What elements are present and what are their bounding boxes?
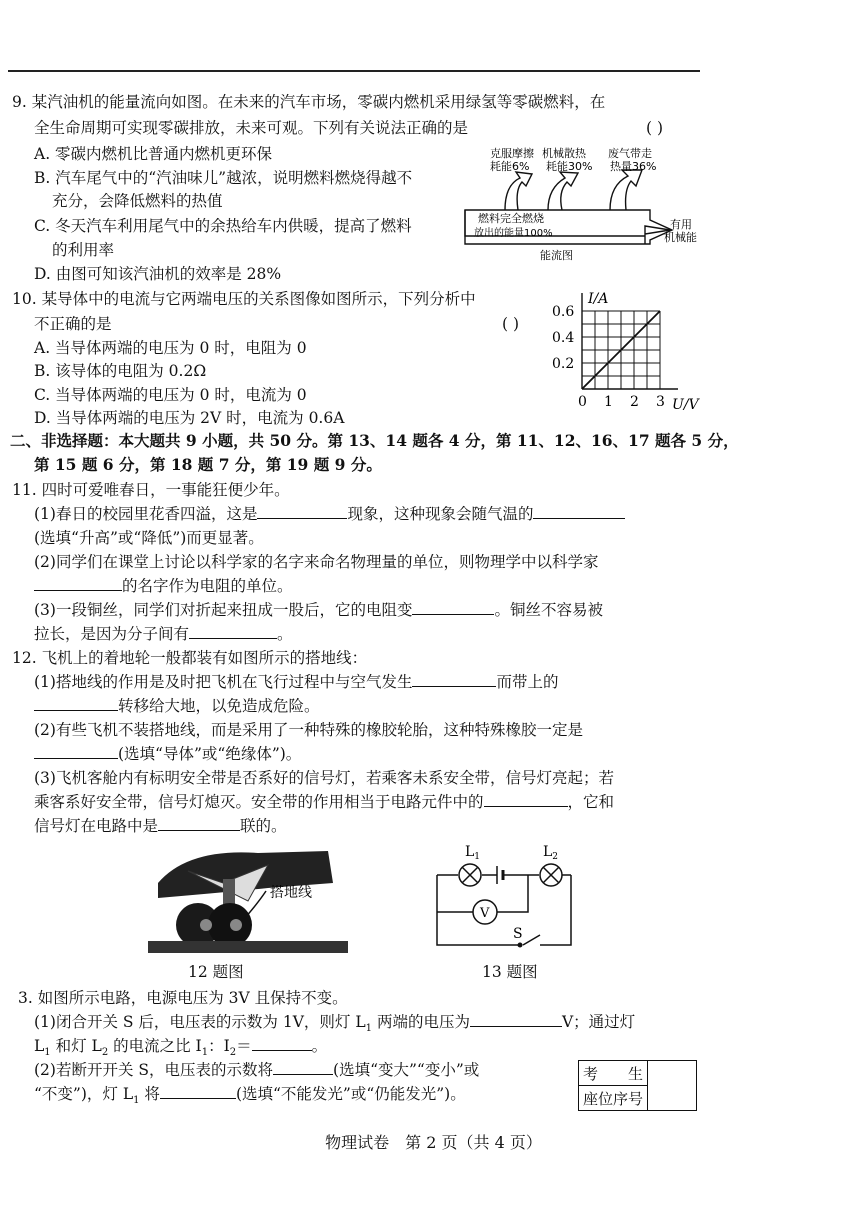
y-tick-label: 0.6 (552, 304, 575, 320)
seat-number-box (578, 1060, 697, 1111)
q9-option-d: D. 由图可知该汽油机的效率是 28% (34, 265, 282, 283)
seat-label-1: 考 生 (579, 1061, 648, 1086)
q13-blank-3 (273, 1060, 333, 1075)
exhaust-label-2: 热量36% (610, 160, 657, 173)
q11-blank-2 (533, 504, 625, 519)
exhaust-label-1: 废气带走 (608, 147, 652, 160)
q13-title: 3. 如图所示电路，电源电压为 3V 且保持不变。 (18, 989, 348, 1007)
q12-part1-line2: 转移给大地，以免造成危险。 (34, 696, 320, 716)
useful-label-2: 机械能 (664, 231, 697, 244)
q12-blank-3 (34, 744, 118, 759)
q12-part2-line2: (选填“导体”或“绝缘体”)。 (34, 744, 301, 764)
useful-label-1: 有用 (670, 218, 692, 231)
q11-title: 11. 四时可爱唯春日，一事能狂便少年。 (12, 481, 290, 499)
fuel-label-2: 放出的能量100% (474, 228, 553, 239)
voltmeter-label: V (480, 906, 490, 921)
q9-option-c-1: C. 冬天汽车利用尾气中的余热给车内供暖，提高了燃料 (34, 217, 412, 235)
q11-blank-4 (412, 600, 494, 615)
energy-flow-caption: 能流图 (540, 249, 573, 262)
q11-blank-3 (34, 576, 122, 591)
q12-blank-2 (34, 696, 118, 711)
q12-part1-line1: (1)搭地线的作用是及时把飞机在飞行过程中与空气发生 而带上的 (34, 673, 559, 691)
heat-label-1: 机械散热 (542, 147, 586, 160)
q11-part3-line2: 拉长，是因为分子间有 。 (34, 625, 293, 643)
x-tick-label: 1 (604, 394, 613, 410)
x-tick-label: 0 (578, 394, 587, 410)
x-axis-label: U/V (672, 397, 699, 413)
page-footer: 物理试卷 第 2 页（共 4 页） (325, 1133, 542, 1152)
q9-stem-1: 9. 某汽油机的能量流向如图。在未来的汽车市场，零碳内燃机采用绿氢等零碳燃料，在 (12, 93, 606, 111)
q11-blank-5 (189, 624, 277, 639)
q12-part2-line1: (2)有些飞机不装搭地线，而是采用了一种特殊的橡胶轮胎，这种特殊橡胶一定是 (34, 721, 583, 739)
x-tick-label: 3 (656, 394, 665, 410)
q13-part1-line1: (1)闭合开关 S 后，电压表的示数为 1V，则灯 $L_1$ 两端的电压为 V；通过灯 (34, 1013, 636, 1035)
seat-label-2: 座位序号 (579, 1086, 648, 1111)
circuit-diagram (425, 840, 585, 955)
q12-part3-line2: 乘客系好安全带，信号灯熄灭。安全带的作用相当于电路元件中的 ，它和 (34, 793, 615, 811)
q9-option-b-1: B. 汽车尾气中的“汽油味儿”越浓，说明燃料燃烧得越不 (34, 169, 413, 187)
fig13-caption: 13 题图 (482, 963, 538, 981)
x-tick-label: 2 (630, 394, 639, 410)
q10-option-c: C. 当导体两端的电压为 0 时，电流为 0 (34, 386, 307, 404)
q13-blank-2 (252, 1036, 312, 1051)
q10-option-a: A. 当导体两端的电压为 0 时，电阻为 0 (34, 339, 307, 357)
q12-part3-line3: 信号灯在电路中是 联的。 (34, 817, 287, 835)
q11-part3-line1: (3)一段铜丝，同学们对折起来扭成一股后，它的电阻变 。铜丝不容易被 (34, 601, 603, 619)
switch-label: S (513, 926, 523, 942)
q11-part1-line1: (1)春日的校园里花香四溢，这是 现象，这种现象会随气温的 (34, 504, 625, 524)
q13-blank-4 (160, 1084, 236, 1099)
y-tick-label: 0.4 (552, 330, 575, 346)
q13-blank-1 (470, 1012, 562, 1027)
q12-part3-line1: (3)飞机客舱内有标明安全带是否系好的信号灯，若乘客未系安全带，信号灯亮起；若 (34, 769, 614, 787)
q10-option-d: D. 当导体两端的电压为 2V 时，电流为 0.6A (34, 409, 345, 427)
q9-option-a: A. 零碳内燃机比普通内燃机更环保 (34, 145, 273, 163)
section-2-header-2: 第 15 题 6 分，第 18 题 7 分，第 19 题 9 分。 (34, 455, 382, 474)
seat-number-field[interactable] (648, 1061, 697, 1111)
top-rule (8, 70, 700, 72)
q10-answer-paren: ( ) (502, 315, 520, 333)
q9-option-b-2: 充分，会降低燃料的热值 (52, 192, 223, 210)
q11-part2-line2: 的名字作为电阻的单位。 (34, 576, 293, 596)
heat-label-2: 耗能30% (546, 160, 593, 173)
fuel-label-1: 燃料完全燃烧 (478, 212, 544, 225)
q9-answer-paren: ( ) (646, 119, 664, 137)
q11-part2-line1: (2)同学们在课堂上讨论以科学家的名字来命名物理量的单位，则物理学中以科学家 (34, 553, 599, 571)
q13-part2-line1: (2)若断开开关 S，电压表的示数将 (选填“变大”“变小”或 (34, 1061, 480, 1079)
q12-title: 12. 飞机上的着地轮一般都装有如图所示的搭地线： (12, 649, 368, 667)
energy-flow-diagram (460, 140, 710, 265)
airplane-wheel-photo (148, 843, 348, 953)
friction-label-2: 耗能6% (490, 160, 530, 173)
section-2-header-1: 二、非选择题：本大题共 9 小题，共 50 分。第 13、14 题各 4 分，第 11、12、16、17 题各 5 分， (10, 431, 739, 450)
l2-label: $L_2$ (543, 844, 559, 862)
fig12-caption: 12 题图 (188, 963, 244, 981)
grounding-wire-label: 搭地线 (270, 885, 312, 901)
q10-stem-1: 10. 某导体中的电流与它两端电压的关系图像如图所示，下列分析中 (12, 290, 476, 308)
friction-label-1: 克服摩擦 (490, 147, 534, 160)
q11-part1-line2: (选填“升高”或“降低”)而更显著。 (34, 529, 264, 547)
q10-stem-2: 不正确的是 (34, 315, 112, 333)
q12-blank-1 (412, 672, 496, 687)
q9-stem-2: 全生命周期可实现零碳排放，未来可观。下列有关说法正确的是 (34, 119, 469, 137)
q11-blank-1 (257, 504, 347, 519)
current-voltage-chart (548, 284, 708, 424)
q12-blank-4 (484, 792, 568, 807)
switch-blade (523, 935, 540, 945)
y-axis-label: I/A (588, 291, 609, 307)
q10-option-b: B. 该导体的电阻为 0.2Ω (34, 362, 207, 380)
y-tick-label: 0.2 (552, 356, 575, 372)
q9-option-c-2: 的利用率 (52, 241, 115, 259)
q13-part2-line2: “不变”)，灯 $L_1$ 将 (选填“不能发光”或“仍能发光”)。 (34, 1085, 466, 1107)
q13-part1-line2: $L_1$ 和灯 $L_2$ 的电流之比 $I_1$：$I_2=$ 。 (34, 1037, 328, 1059)
l1-label: $L_1$ (465, 844, 481, 862)
q12-blank-5 (158, 816, 240, 831)
